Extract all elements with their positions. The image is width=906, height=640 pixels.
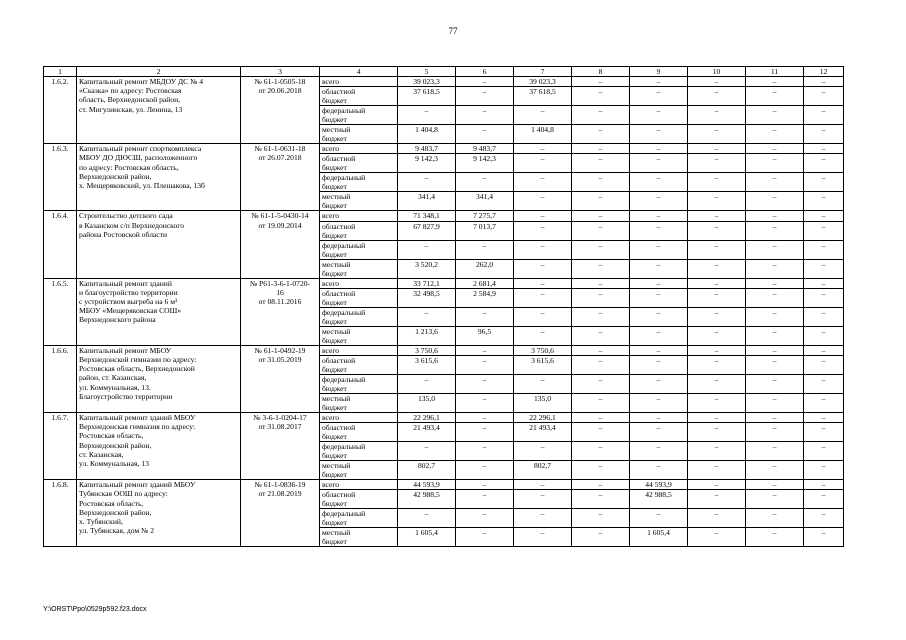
funding-value-cell: – — [804, 221, 844, 240]
funding-value-cell: 9 483,7 — [398, 144, 456, 154]
funding-value-cell: – — [804, 240, 844, 259]
project-description: Капитальный ремонт зданий МБОУ Верхнедонская гимназия по адресу: Ростовская область, Верхнедонской район, ст. Казанская, ул. Коммунальная, 13 — [77, 413, 241, 480]
item-number: 1.6.7. — [44, 413, 77, 480]
project-description: Строительство детского сада в Казанском с/п Верхнедонского района Ростовской области — [77, 211, 241, 278]
project-description: Капитальный ремонт МБДОУ ДС № 4 «Сказка» по адресу: Ростовская область, Верхнедонской район, ст. Мигулинская, ул. Ленина, 13 — [77, 77, 241, 144]
page-number: 77 — [448, 26, 458, 36]
funding-value-cell: – — [630, 413, 688, 423]
funding-value-cell: 37 618,5 — [514, 87, 572, 106]
funding-value-cell: – — [514, 154, 572, 173]
funding-value-cell: – — [804, 423, 844, 442]
funding-value-cell: – — [746, 490, 804, 509]
budget-type-label: областной бюджет — [320, 356, 398, 375]
funding-value-cell: – — [456, 490, 514, 509]
funding-value-cell: – — [746, 345, 804, 355]
funding-value-cell: – — [804, 480, 844, 490]
funding-value-cell: – — [746, 211, 804, 221]
budget-type-label: местный бюджет — [320, 326, 398, 345]
funding-value-cell: – — [456, 375, 514, 394]
funding-value-cell: – — [630, 87, 688, 106]
funding-value-cell: – — [572, 106, 630, 125]
funding-value-cell: – — [804, 326, 844, 345]
budget-type-label: областной бюджет — [320, 288, 398, 307]
funding-value-cell: – — [630, 278, 688, 288]
funding-value-cell: – — [630, 326, 688, 345]
funding-value-cell: – — [688, 528, 746, 547]
funding-value-cell: – — [804, 307, 844, 326]
column-header: 11 — [746, 67, 804, 77]
budget-type-label: областной бюджет — [320, 154, 398, 173]
budget-type-label: федеральный бюджет — [320, 106, 398, 125]
funding-value-cell: – — [456, 87, 514, 106]
funding-value-cell: – — [572, 221, 630, 240]
budget-type-label: местный бюджет — [320, 528, 398, 547]
funding-value-cell: 3 615,6 — [514, 356, 572, 375]
funding-value-cell: 1 605,4 — [398, 528, 456, 547]
funding-value-cell: – — [514, 375, 572, 394]
funding-value-cell: 33 712,1 — [398, 278, 456, 288]
item-number: 1.6.3. — [44, 144, 77, 211]
funding-value-cell: – — [572, 413, 630, 423]
funding-value-cell: – — [804, 288, 844, 307]
funding-value-cell: – — [688, 144, 746, 154]
funding-value-cell: – — [746, 326, 804, 345]
funding-value-cell: – — [630, 211, 688, 221]
funding-value-cell: – — [398, 240, 456, 259]
funding-value-cell: – — [688, 442, 746, 461]
funding-value-cell: – — [746, 413, 804, 423]
funding-value-cell: 21 493,4 — [398, 423, 456, 442]
funding-value-cell: – — [514, 144, 572, 154]
funding-value-cell: 1 605,4 — [630, 528, 688, 547]
column-header: 8 — [572, 67, 630, 77]
funding-value-cell: – — [572, 288, 630, 307]
funding-value-cell: – — [514, 173, 572, 192]
expertise-document: № Р61-3-6-1-0720- 16 от 08.11.2016 — [241, 278, 320, 345]
funding-value-cell: – — [630, 307, 688, 326]
funding-value-cell: – — [456, 345, 514, 355]
funding-value-cell: – — [630, 144, 688, 154]
expertise-document: № 61-1-0631-18 от 26.07.2018 — [241, 144, 320, 211]
funding-value-cell: – — [746, 106, 804, 125]
funding-value-cell: – — [456, 461, 514, 480]
funding-value-cell: 3 750,6 — [514, 345, 572, 355]
funding-value-cell: – — [804, 442, 844, 461]
funding-value-cell: 22 296,1 — [514, 413, 572, 423]
funding-value-cell: – — [746, 288, 804, 307]
funding-value-cell: – — [746, 154, 804, 173]
funding-value-cell: – — [688, 154, 746, 173]
funding-value-cell: 7 275,7 — [456, 211, 514, 221]
funding-value-cell: – — [514, 528, 572, 547]
funding-value-cell: – — [804, 211, 844, 221]
funding-value-cell: – — [746, 259, 804, 278]
funding-value-cell: – — [746, 375, 804, 394]
funding-value-cell: – — [572, 259, 630, 278]
funding-value-cell: – — [746, 173, 804, 192]
funding-value-cell: – — [572, 528, 630, 547]
item-number: 1.6.8. — [44, 480, 77, 547]
funding-value-cell: – — [456, 173, 514, 192]
funding-value-cell: – — [804, 192, 844, 211]
budget-type-label: всего — [320, 480, 398, 490]
funding-value-cell: 67 827,9 — [398, 221, 456, 240]
funding-value-cell: 135,0 — [514, 394, 572, 413]
funding-value-cell: – — [804, 144, 844, 154]
funding-value-cell: – — [804, 375, 844, 394]
funding-value-cell: – — [746, 77, 804, 87]
funding-value-cell: – — [630, 394, 688, 413]
funding-value-cell: – — [688, 87, 746, 106]
funding-value-cell: – — [398, 509, 456, 528]
budget-type-label: областной бюджет — [320, 423, 398, 442]
funding-value-cell: – — [688, 173, 746, 192]
column-header: 12 — [804, 67, 844, 77]
funding-value-cell: – — [514, 278, 572, 288]
funding-value-cell: – — [514, 480, 572, 490]
file-path-footer: Y:\ORST\Ppo\0529p592.f23.docx — [43, 606, 147, 613]
funding-value-cell: – — [746, 278, 804, 288]
funding-value-cell: – — [746, 394, 804, 413]
funding-value-cell: – — [746, 221, 804, 240]
funding-value-cell: – — [630, 125, 688, 144]
funding-value-cell: – — [398, 442, 456, 461]
funding-value-cell: – — [688, 509, 746, 528]
item-number: 1.6.6. — [44, 345, 77, 412]
funding-value-cell: – — [398, 106, 456, 125]
funding-value-cell: 44 593,9 — [630, 480, 688, 490]
funding-value-cell: 21 493,4 — [514, 423, 572, 442]
funding-value-cell: – — [746, 356, 804, 375]
funding-value-cell: – — [688, 221, 746, 240]
funding-value-cell: 2 681,4 — [456, 278, 514, 288]
table-row — [44, 345, 844, 355]
funding-value-cell: – — [688, 125, 746, 144]
funding-value-cell: 22 296,1 — [398, 413, 456, 423]
budget-type-label: всего — [320, 278, 398, 288]
funding-value-cell: – — [630, 288, 688, 307]
funding-value-cell: – — [630, 509, 688, 528]
funding-value-cell: – — [572, 480, 630, 490]
item-number: 1.6.5. — [44, 278, 77, 345]
item-number: 1.6.4. — [44, 211, 77, 278]
expertise-document: № 61-1-5-0430-14 от 19.09.2014 — [241, 211, 320, 278]
funding-value-cell: – — [746, 528, 804, 547]
budget-type-label: всего — [320, 144, 398, 154]
funding-value-cell: – — [688, 423, 746, 442]
funding-value-cell: – — [456, 480, 514, 490]
funding-value-cell: – — [804, 490, 844, 509]
funding-value-cell: 341,4 — [456, 192, 514, 211]
funding-value-cell: – — [630, 240, 688, 259]
funding-value-cell: – — [688, 211, 746, 221]
funding-value-cell: – — [688, 375, 746, 394]
budget-type-label: местный бюджет — [320, 394, 398, 413]
budget-type-label: областной бюджет — [320, 221, 398, 240]
funding-value-cell: – — [456, 307, 514, 326]
funding-value-cell: 2 584,9 — [456, 288, 514, 307]
funding-value-cell: – — [746, 442, 804, 461]
funding-value-cell: – — [688, 345, 746, 355]
funding-value-cell: – — [456, 356, 514, 375]
funding-value-cell: – — [746, 480, 804, 490]
budget-type-label: федеральный бюджет — [320, 375, 398, 394]
expertise-document: № 61-1-0505-18 от 20.06.2018 — [241, 77, 320, 144]
funding-value-cell: – — [804, 509, 844, 528]
funding-value-cell: 9 142,3 — [398, 154, 456, 173]
project-description: Капитальный ремонт зданий МБОУ Тубянская ООШ по адресу: Ростовская область, Верхнедонской район, х. Тубянский, ул. Тубянская, дом № 2 — [77, 480, 241, 547]
funding-value-cell: – — [688, 413, 746, 423]
budget-type-label: всего — [320, 345, 398, 355]
funding-value-cell: – — [514, 211, 572, 221]
column-header: 10 — [688, 67, 746, 77]
funding-value-cell: 262,0 — [456, 259, 514, 278]
expertise-document: № 61-1-0492-19 от 31.05.2019 — [241, 345, 320, 412]
funding-value-cell: – — [456, 528, 514, 547]
funding-value-cell: – — [630, 173, 688, 192]
funding-value-cell: – — [804, 173, 844, 192]
funding-value-cell: – — [572, 154, 630, 173]
funding-value-cell: – — [688, 394, 746, 413]
funding-value-cell: – — [514, 307, 572, 326]
funding-value-cell: – — [688, 77, 746, 87]
funding-value-cell: – — [514, 192, 572, 211]
funding-value-cell: – — [688, 326, 746, 345]
funding-value-cell: – — [688, 307, 746, 326]
funding-value-cell: 3 750,6 — [398, 345, 456, 355]
funding-value-cell: – — [804, 528, 844, 547]
table-row — [44, 144, 844, 154]
funding-value-cell: – — [398, 173, 456, 192]
funding-value-cell: 3 520,2 — [398, 259, 456, 278]
funding-value-cell: – — [514, 106, 572, 125]
funding-value-cell: – — [688, 461, 746, 480]
funding-value-cell: 135,0 — [398, 394, 456, 413]
funding-value-cell: – — [630, 423, 688, 442]
funding-value-cell: – — [630, 192, 688, 211]
funding-value-cell: – — [572, 278, 630, 288]
budget-type-label: всего — [320, 413, 398, 423]
program-funding-table — [43, 66, 844, 547]
funding-value-cell: – — [514, 326, 572, 345]
funding-value-cell: 44 593,9 — [398, 480, 456, 490]
funding-value-cell: – — [456, 125, 514, 144]
funding-value-cell: – — [572, 461, 630, 480]
column-header: 1 — [44, 67, 77, 77]
funding-value-cell: – — [572, 125, 630, 144]
funding-value-cell: – — [746, 461, 804, 480]
funding-value-cell: – — [746, 509, 804, 528]
column-header: 2 — [77, 67, 241, 77]
funding-value-cell: 96,5 — [456, 326, 514, 345]
budget-type-label: областной бюджет — [320, 490, 398, 509]
funding-value-cell: – — [804, 154, 844, 173]
column-header: 6 — [456, 67, 514, 77]
funding-value-cell: – — [804, 278, 844, 288]
expertise-document: № 61-1-0836-19 от 21.08.2019 — [241, 480, 320, 547]
funding-value-cell: 1 213,6 — [398, 326, 456, 345]
funding-value-cell: – — [456, 442, 514, 461]
project-description: Капитальный ремонт зданий и благоустройство территории с устройством выгреба на 6 м³ МБОУ «Мещеряковская СОШ» Верхнедонского района — [77, 278, 241, 345]
funding-value-cell: – — [456, 413, 514, 423]
funding-value-cell: – — [514, 221, 572, 240]
funding-value-cell: 802,7 — [398, 461, 456, 480]
budget-type-label: федеральный бюджет — [320, 509, 398, 528]
funding-value-cell: – — [630, 345, 688, 355]
funding-value-cell: 37 618,5 — [398, 87, 456, 106]
funding-value-cell: – — [572, 375, 630, 394]
funding-value-cell: – — [514, 490, 572, 509]
funding-value-cell: – — [572, 211, 630, 221]
funding-value-cell: – — [630, 461, 688, 480]
funding-value-cell: – — [688, 490, 746, 509]
funding-value-cell: – — [804, 87, 844, 106]
funding-value-cell: – — [630, 259, 688, 278]
funding-value-cell: – — [746, 423, 804, 442]
funding-value-cell: – — [572, 509, 630, 528]
column-header: 4 — [320, 67, 398, 77]
funding-value-cell: – — [804, 356, 844, 375]
funding-value-cell: – — [572, 490, 630, 509]
funding-value-cell: – — [630, 154, 688, 173]
funding-value-cell: 39 023,3 — [398, 77, 456, 87]
funding-value-cell: – — [746, 144, 804, 154]
funding-value-cell: – — [514, 288, 572, 307]
funding-value-cell: – — [688, 106, 746, 125]
funding-value-cell: – — [746, 307, 804, 326]
funding-value-cell: – — [630, 442, 688, 461]
funding-value-cell: – — [630, 375, 688, 394]
funding-value-cell: – — [688, 278, 746, 288]
funding-value-cell: – — [804, 259, 844, 278]
funding-value-cell: – — [514, 442, 572, 461]
funding-value-cell: – — [514, 259, 572, 278]
funding-value-cell: – — [688, 240, 746, 259]
funding-value-cell: 3 615,6 — [398, 356, 456, 375]
funding-value-cell: – — [572, 442, 630, 461]
funding-value-cell: 802,7 — [514, 461, 572, 480]
funding-value-cell: 42 988,5 — [398, 490, 456, 509]
funding-value-cell: – — [804, 394, 844, 413]
funding-value-cell: – — [746, 125, 804, 144]
funding-value-cell: – — [456, 509, 514, 528]
funding-value-cell: – — [804, 345, 844, 355]
funding-value-cell: – — [572, 394, 630, 413]
funding-value-cell: – — [630, 106, 688, 125]
funding-value-cell: – — [688, 356, 746, 375]
funding-value-cell: – — [572, 87, 630, 106]
column-header: 5 — [398, 67, 456, 77]
table-header — [44, 67, 844, 77]
funding-value-cell: – — [456, 423, 514, 442]
budget-type-label: федеральный бюджет — [320, 240, 398, 259]
funding-value-cell: – — [456, 106, 514, 125]
table-body — [44, 77, 844, 547]
funding-value-cell: – — [630, 356, 688, 375]
budget-type-label: местный бюджет — [320, 259, 398, 278]
funding-value-cell: – — [746, 240, 804, 259]
funding-value-cell: – — [746, 87, 804, 106]
table-row — [44, 211, 844, 221]
project-description: Капитальный ремонт спорткомплекса МБОУ ДО ДЮСШ, расположенного по адресу: Ростовская область, Верхнедонской район, х. Мещеряковский, ул. Плешакова, 13б — [77, 144, 241, 211]
funding-value-cell: – — [398, 307, 456, 326]
table-row — [44, 77, 844, 87]
budget-type-label: всего — [320, 77, 398, 87]
budget-type-label: местный бюджет — [320, 125, 398, 144]
funding-value-cell: – — [630, 221, 688, 240]
budget-type-label: областной бюджет — [320, 87, 398, 106]
funding-value-cell: 71 348,1 — [398, 211, 456, 221]
funding-value-cell: 32 498,5 — [398, 288, 456, 307]
column-header: 3 — [241, 67, 320, 77]
funding-value-cell: 39 023,3 — [514, 77, 572, 87]
funding-value-cell: – — [572, 356, 630, 375]
budget-type-label: местный бюджет — [320, 192, 398, 211]
funding-value-cell: – — [572, 240, 630, 259]
funding-value-cell: – — [514, 240, 572, 259]
funding-value-cell: – — [572, 77, 630, 87]
funding-value-cell: – — [688, 192, 746, 211]
column-header: 9 — [630, 67, 688, 77]
funding-value-cell: – — [456, 240, 514, 259]
funding-value-cell: 1 404,8 — [514, 125, 572, 144]
funding-value-cell: – — [572, 307, 630, 326]
funding-value-cell: – — [688, 480, 746, 490]
funding-value-cell: 341,4 — [398, 192, 456, 211]
project-description: Капитальный ремонт МБОУ Верхнедонской гимназии по адресу: Ростовская область, Верхнедонской район, ст. Казанская, ул. Коммунальная, 13. Благоустройство территории — [77, 345, 241, 412]
expertise-document: № 3-6-1-0204-17 от 31.08.2017 — [241, 413, 320, 480]
funding-value-cell: 42 988,5 — [630, 490, 688, 509]
funding-value-cell: 7 013,7 — [456, 221, 514, 240]
item-number: 1.6.2. — [44, 77, 77, 144]
budget-type-label: местный бюджет — [320, 461, 398, 480]
funding-value-cell: – — [688, 288, 746, 307]
table-row — [44, 480, 844, 490]
funding-value-cell: – — [804, 77, 844, 87]
funding-value-cell: – — [572, 144, 630, 154]
funding-value-cell: – — [804, 125, 844, 144]
funding-value-cell: – — [804, 413, 844, 423]
funding-value-cell: – — [804, 461, 844, 480]
funding-value-cell: – — [398, 375, 456, 394]
funding-value-cell: – — [746, 192, 804, 211]
funding-value-cell: 9 483,7 — [456, 144, 514, 154]
funding-value-cell: 1 404,8 — [398, 125, 456, 144]
funding-value-cell: – — [456, 394, 514, 413]
funding-value-cell: – — [572, 326, 630, 345]
funding-value-cell: 9 142,3 — [456, 154, 514, 173]
budget-type-label: федеральный бюджет — [320, 442, 398, 461]
budget-type-label: федеральный бюджет — [320, 307, 398, 326]
budget-type-label: федеральный бюджет — [320, 173, 398, 192]
funding-value-cell: – — [688, 259, 746, 278]
table-row — [44, 278, 844, 288]
funding-value-cell: – — [456, 77, 514, 87]
budget-type-label: всего — [320, 211, 398, 221]
funding-value-cell: – — [572, 173, 630, 192]
table-row — [44, 413, 844, 423]
column-header: 7 — [514, 67, 572, 77]
funding-value-cell: – — [630, 77, 688, 87]
funding-value-cell: – — [572, 345, 630, 355]
funding-value-cell: – — [572, 423, 630, 442]
funding-value-cell: – — [572, 192, 630, 211]
funding-value-cell: – — [804, 106, 844, 125]
funding-value-cell: – — [514, 509, 572, 528]
